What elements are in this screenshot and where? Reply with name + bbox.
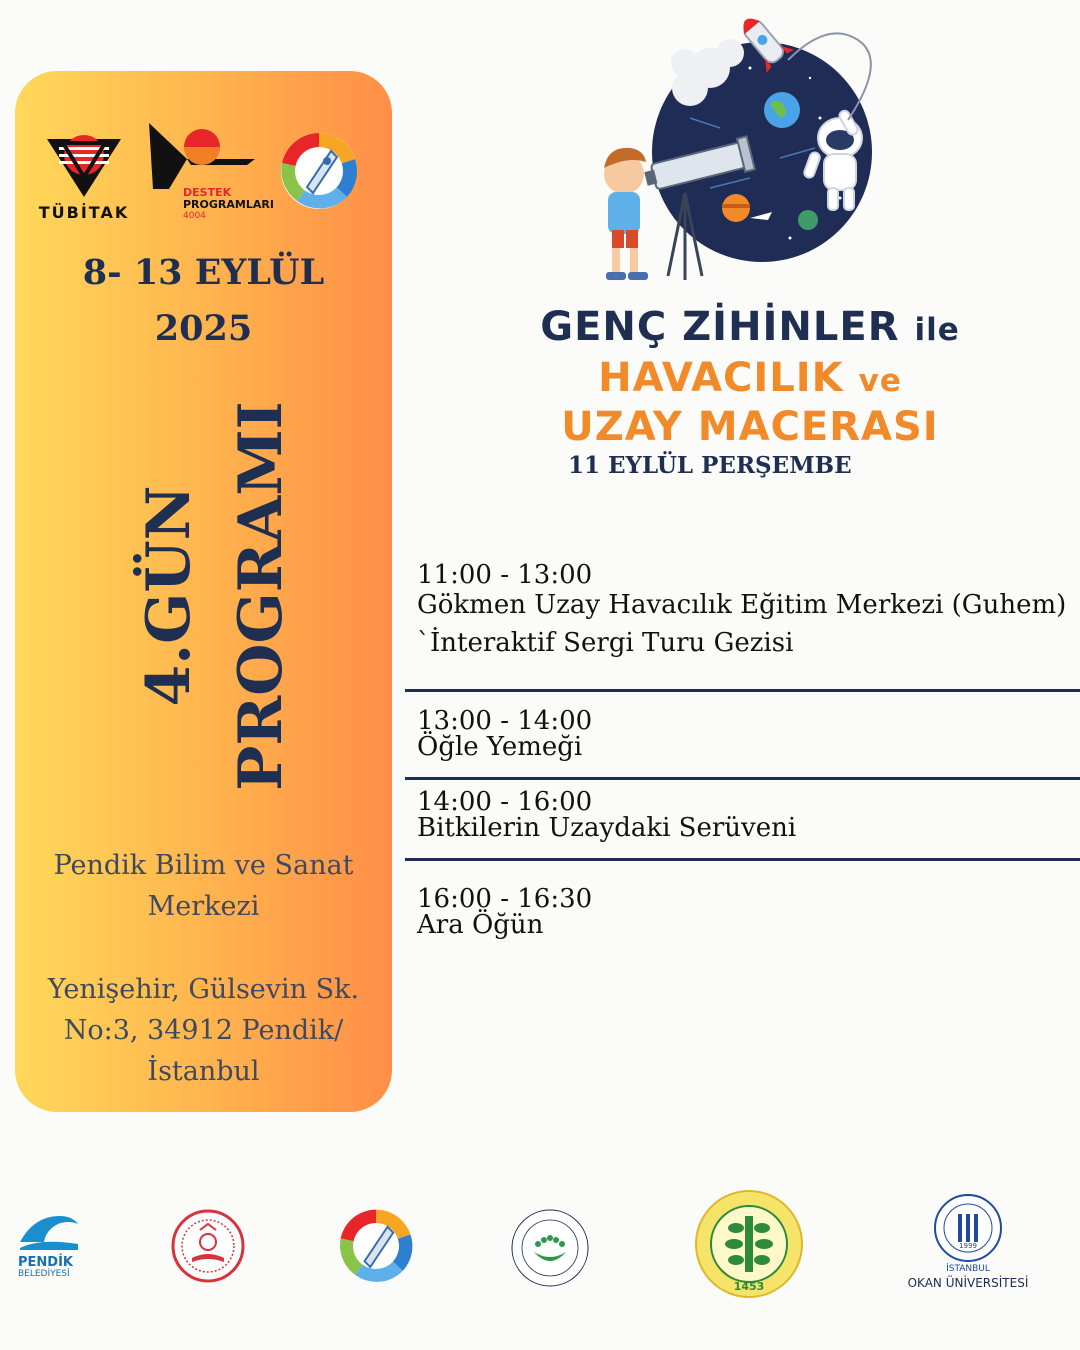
info-panel (15, 71, 392, 1112)
title-line2 (500, 355, 1000, 404)
title-line1 (500, 302, 1000, 355)
schedule-time: 16:00 - 16:30 (417, 884, 593, 914)
schedule-time: 13:00 - 14:00 (417, 706, 593, 736)
destek-line1: DESTEK (183, 186, 232, 199)
venue-address (15, 969, 392, 1092)
pendik-subtitle: BELEDİYESİ (18, 1269, 70, 1279)
schedule-divider (405, 689, 1080, 692)
event-title (500, 302, 1000, 450)
destek-number: 4004 (183, 211, 206, 221)
event-dates-year: 2025 (154, 308, 253, 349)
destek-line2: PROGRAMLARI (183, 198, 274, 211)
title-line1-small: ile (914, 312, 960, 348)
sponsor-logos (0, 1180, 1080, 1310)
schedule-item (417, 883, 592, 941)
schedule-activity: Bitkilerin Uzaydaki Serüveni (417, 813, 797, 843)
space-illustration (590, 8, 900, 298)
bilsem-rocket-logo-small (334, 1202, 422, 1292)
event-dates (15, 245, 392, 357)
schedule-time: 11:00 - 13:00 (417, 560, 593, 590)
bolu-abant-university-seal (508, 1200, 592, 1294)
bilsem-rocket-logo (277, 125, 361, 217)
schedule-item (417, 705, 592, 763)
venue-line1: Pendik Bilim ve Sanat (53, 850, 354, 881)
schedule-divider (405, 858, 1080, 861)
okan-line1: İSTANBUL (946, 1264, 990, 1274)
schedule-activity-detail: `İnteraktif Sergi Turu Gezisi (417, 628, 794, 658)
title-line1-main: GENÇ ZİHİNLER (540, 304, 900, 350)
program-word: PROGRAMI (225, 401, 296, 791)
destek-programlari-logo (147, 119, 274, 229)
event-dates-range: 8- 13 EYLÜL (82, 252, 325, 293)
venue-line2: Merkezi (147, 891, 260, 922)
schedule-item (417, 786, 796, 844)
title-line2-main: HAVACILIK (598, 355, 844, 401)
schedule-activity: Ara Öğün (417, 910, 544, 940)
pendik-belediyesi-logo (18, 1212, 84, 1282)
istanbul-seal-year: 1453 (733, 1280, 765, 1293)
okan-line2: OKAN ÜNİVERSİTESİ (907, 1276, 1029, 1290)
tubitak-logo (29, 119, 139, 229)
venue-name (15, 845, 392, 927)
schedule-time: 14:00 - 16:00 (417, 787, 593, 817)
destek-wordmark (183, 187, 274, 211)
title-line2-small: ve (858, 363, 902, 399)
schedule-activity: Öğle Yemeği (417, 732, 583, 762)
title-line3: UZAY MACERASI (561, 404, 939, 450)
okan-seal-year: 1999 (959, 1242, 977, 1250)
logo-row (29, 119, 379, 229)
pendik-wordmark: PENDİK (18, 1255, 73, 1270)
address-line1: Yenişehir, Gülsevin Sk. (47, 974, 360, 1005)
event-day: 11 EYLÜL PERŞEMBE (568, 452, 852, 479)
tubitak-wordmark: TÜBİTAK (38, 203, 130, 222)
schedule-item (417, 559, 1066, 659)
okan-university-logo (898, 1192, 1038, 1302)
schedule-activity: Gökmen Uzay Havacılık Eğitim Merkezi (Guhem) (417, 590, 1067, 620)
schedule-divider (405, 777, 1080, 780)
day-number: 4.GÜN (133, 485, 204, 707)
address-line3: İstanbul (147, 1056, 260, 1087)
istanbul-university-seal (694, 1188, 804, 1302)
meb-seal (170, 1208, 246, 1284)
day-program-title (117, 386, 312, 806)
address-line2: No:3, 34912 Pendik/ (63, 1015, 344, 1046)
